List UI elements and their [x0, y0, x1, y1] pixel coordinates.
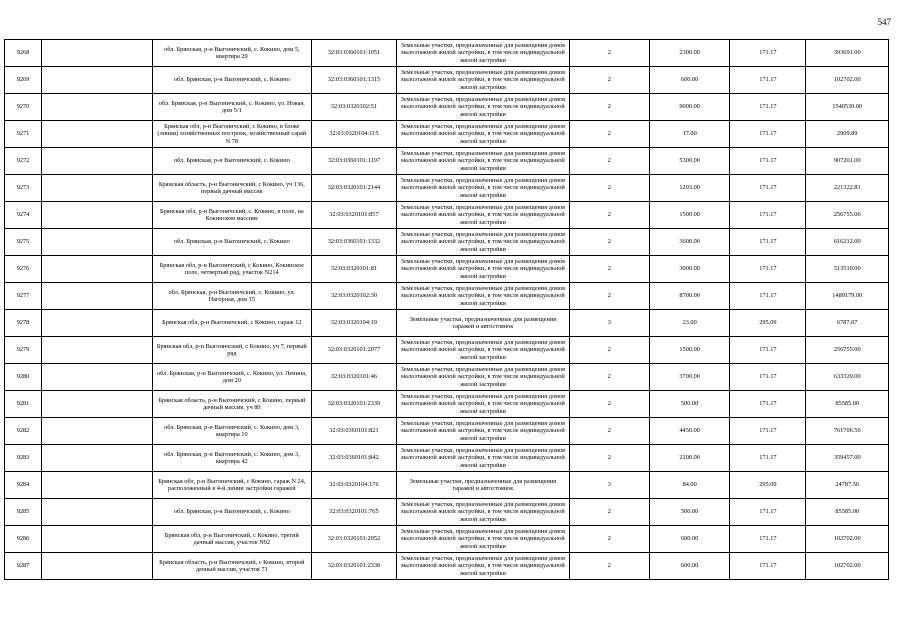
area-cell: 3000.00 [649, 256, 729, 283]
table-row [5, 553, 889, 580]
area-cell: 2300.00 [649, 40, 729, 67]
empty-cell [42, 175, 153, 202]
address-cell: обл. Брянская, р-н Выгоничский, с. Кокино [153, 67, 312, 94]
table-row [5, 310, 889, 337]
address-cell: обл. Брянская, р-н Выгоничский, с. Кокино [153, 499, 312, 526]
land-use-cell [397, 256, 569, 283]
land-use-text: Земельные участки, предназначенные для размещения домов малоэтажной жилой застройки, в том числе индивидуальной жилой застройки [400, 203, 566, 226]
land-use-text: Земельные участки, предназначенные для размещения домов малоэтажной жилой застройки, в том числе индивидуальной жилой застройки [400, 149, 566, 172]
land-use-cell [397, 499, 569, 526]
rate-cell: 171.17 [730, 499, 806, 526]
cadastral-value-cell: 616212.00 [806, 229, 889, 256]
empty-cell [42, 445, 153, 472]
area-cell: 500.00 [649, 391, 729, 418]
category-cell: 3 [569, 472, 649, 499]
category-cell: 2 [569, 553, 649, 580]
address-cell: Брянская обл, р-н Выгоничский, с Кокино, в блоке (линии) хозяйственных построек, хозяйственный сарай N 78 [153, 121, 312, 148]
cadastral-number-cell: 32:03:0320104:115 [311, 121, 397, 148]
area-cell: 3600.00 [649, 229, 729, 256]
cadastral-value-table [4, 39, 889, 580]
rate-cell: 171.17 [730, 229, 806, 256]
row-number-cell: 9277 [5, 283, 42, 310]
address-cell: обл. Брянская, р-н Выгоничский, с. Кокино, дом 3, квартира 10 [153, 418, 312, 445]
empty-cell [42, 310, 153, 337]
empty-cell [42, 499, 153, 526]
rate-cell: 171.17 [730, 121, 806, 148]
land-use-cell [397, 121, 569, 148]
empty-cell [42, 256, 153, 283]
address-cell: Брянская обл, р-н Выгоничский, с Кокино, гараж N 24, расположенный в 4-й линии застройки гаражей [153, 472, 312, 499]
table-row [5, 283, 889, 310]
cadastral-value-cell: 24787.56 [806, 472, 889, 499]
land-use-cell [397, 310, 569, 337]
category-cell: 2 [569, 391, 649, 418]
land-use-text: Земельные участки, предназначенные для размещения гаражей и автостоянок [409, 477, 557, 492]
rate-cell: 171.17 [730, 256, 806, 283]
rate-cell: 171.17 [730, 202, 806, 229]
land-use-text: Земельные участки, предназначенные для размещения домов малоэтажной жилой застройки, в том числе индивидуальной жилой застройки [400, 176, 566, 199]
cadastral-number-cell: 32:03:0320104:176 [311, 472, 397, 499]
cadastral-number-cell: 32:03:0320101:2144 [311, 175, 397, 202]
cadastral-number-cell: 32:03:0360101:821 [311, 418, 397, 445]
address-cell: обл. Брянская, р-н Выгоничский, с. Кокино [153, 229, 312, 256]
address-cell: Брянская область, р-н Выгоничский, с Кокино, первый дачный массив, уч 80 [153, 391, 312, 418]
rate-cell: 171.17 [730, 94, 806, 121]
area-cell: 1500.00 [649, 202, 729, 229]
land-use-text: Земельные участки, предназначенные для размещения домов малоэтажной жилой застройки, в том числе индивидуальной жилой застройки [400, 365, 566, 388]
row-number-cell: 9281 [5, 391, 42, 418]
area-cell: 23.00 [649, 310, 729, 337]
cadastral-value-cell: 256755.00 [806, 337, 889, 364]
land-use-text: Земельные участки, предназначенные для размещения домов малоэтажной жилой застройки, в том числе индивидуальной жилой застройки [400, 230, 566, 253]
table-row [5, 364, 889, 391]
cadastral-value-cell: 102702.00 [806, 553, 889, 580]
category-cell: 2 [569, 175, 649, 202]
cadastral-value-cell: 256755.00 [806, 202, 889, 229]
empty-cell [42, 418, 153, 445]
empty-cell [42, 337, 153, 364]
table-row [5, 337, 889, 364]
rate-cell: 171.17 [730, 67, 806, 94]
area-cell: 8700.00 [649, 283, 729, 310]
empty-cell [42, 40, 153, 67]
cadastral-value-cell: 102702.00 [806, 526, 889, 553]
category-cell: 2 [569, 202, 649, 229]
empty-cell [42, 67, 153, 94]
table-row [5, 229, 889, 256]
area-cell: 4450.00 [649, 418, 729, 445]
table-row [5, 94, 889, 121]
area-cell: 500.00 [649, 499, 729, 526]
land-use-text: Земельные участки, предназначенные для размещения домов малоэтажной жилой застройки, в том числе индивидуальной жилой застройки [400, 41, 566, 64]
category-cell: 2 [569, 121, 649, 148]
area-cell: 1500.00 [649, 337, 729, 364]
table-row [5, 418, 889, 445]
category-cell: 2 [569, 418, 649, 445]
table-row [5, 148, 889, 175]
cadastral-number-cell: 32:03:0360101:1051 [311, 40, 397, 67]
address-cell: обл. Брянская, р-н Выгоничский, с. Кокино, ул. Новая, дом 5/1 [153, 94, 312, 121]
row-number-cell: 9280 [5, 364, 42, 391]
land-use-text: Земельные участки, предназначенные для размещения домов малоэтажной жилой застройки, в том числе индивидуальной жилой застройки [400, 257, 566, 280]
table-row [5, 472, 889, 499]
category-cell: 3 [569, 310, 649, 337]
cadastral-number-cell: 32:03:0320101:2077 [311, 337, 397, 364]
row-number-cell: 9283 [5, 445, 42, 472]
cadastral-value-cell: 2909.89 [806, 121, 889, 148]
cadastral-number-cell: 32:03:0320101:857 [311, 202, 397, 229]
cadastral-number-cell: 32:03:0320102:51 [311, 94, 397, 121]
cadastral-number-cell: 32:03:0320101:2338 [311, 553, 397, 580]
area-cell: 600.00 [649, 526, 729, 553]
category-cell: 2 [569, 364, 649, 391]
rate-cell: 171.17 [730, 391, 806, 418]
rate-cell: 295.09 [730, 472, 806, 499]
rate-cell: 171.17 [730, 553, 806, 580]
land-use-cell [397, 418, 569, 445]
category-cell: 2 [569, 229, 649, 256]
land-use-text: Земельные участки, предназначенные для размещения домов малоэтажной жилой застройки, в том числе индивидуальной жилой застройки [400, 338, 566, 361]
land-use-cell [397, 472, 569, 499]
empty-cell [42, 553, 153, 580]
land-use-cell [397, 40, 569, 67]
area-cell: 3700.00 [649, 364, 729, 391]
row-number-cell: 9271 [5, 121, 42, 148]
address-cell: обл. Брянская, р-н Выгоничский, с. Кокино, ул. Нагорная, дом 15 [153, 283, 312, 310]
cadastral-value-cell: 221322.81 [806, 175, 889, 202]
category-cell: 2 [569, 148, 649, 175]
area-cell: 84.00 [649, 472, 729, 499]
empty-cell [42, 94, 153, 121]
cadastral-number-cell: 32:03:0320101:2052 [311, 526, 397, 553]
row-number-cell: 9275 [5, 229, 42, 256]
cadastral-value-cell: 6787.07 [806, 310, 889, 337]
cadastral-value-cell: 85585.00 [806, 391, 889, 418]
row-number-cell: 9272 [5, 148, 42, 175]
cadastral-number-cell: 32:03:0360101:1315 [311, 67, 397, 94]
category-cell: 2 [569, 94, 649, 121]
row-number-cell: 9287 [5, 553, 42, 580]
row-number-cell: 9278 [5, 310, 42, 337]
cadastral-value-cell: 85585.00 [806, 499, 889, 526]
empty-cell [42, 472, 153, 499]
category-cell: 2 [569, 445, 649, 472]
row-number-cell: 9279 [5, 337, 42, 364]
table-row [5, 40, 889, 67]
cadastral-number-cell: 32:03:0360101:1197 [311, 148, 397, 175]
land-use-text: Земельные участки, предназначенные для размещения домов малоэтажной жилой застройки, в том числе индивидуальной жилой застройки [400, 554, 566, 577]
category-cell: 2 [569, 283, 649, 310]
rate-cell: 171.17 [730, 40, 806, 67]
area-cell: 600.00 [649, 553, 729, 580]
cadastral-value-cell: 1540530.00 [806, 94, 889, 121]
row-number-cell: 9270 [5, 94, 42, 121]
empty-cell [42, 148, 153, 175]
row-number-cell: 9285 [5, 499, 42, 526]
rate-cell: 171.17 [730, 364, 806, 391]
row-number-cell: 9276 [5, 256, 42, 283]
cadastral-value-cell: 102702.00 [806, 67, 889, 94]
category-cell: 2 [569, 526, 649, 553]
rate-cell: 171.17 [730, 283, 806, 310]
empty-cell [42, 526, 153, 553]
cadastral-number-cell: 32:03:0360101:1332 [311, 229, 397, 256]
empty-cell [42, 229, 153, 256]
cadastral-number-cell: 32:03:0320104:19 [311, 310, 397, 337]
category-cell: 2 [569, 40, 649, 67]
area-cell: 9000.00 [649, 94, 729, 121]
cadastral-value-cell: 513510.00 [806, 256, 889, 283]
address-cell: Брянская обл, р-н Выгоничский, с Кокино, Кокинское поле, четвертый ряд, участок N214 [153, 256, 312, 283]
table-row [5, 445, 889, 472]
row-number-cell: 9273 [5, 175, 42, 202]
table-row [5, 256, 889, 283]
rate-cell: 171.17 [730, 445, 806, 472]
category-cell: 2 [569, 256, 649, 283]
empty-cell [42, 391, 153, 418]
rate-cell: 295.09 [730, 310, 806, 337]
land-use-text: Земельные участки, предназначенные для размещения домов малоэтажной жилой застройки, в том числе индивидуальной жилой застройки [400, 392, 566, 415]
table-row [5, 175, 889, 202]
rate-cell: 171.17 [730, 337, 806, 364]
category-cell: 2 [569, 337, 649, 364]
rate-cell: 171.17 [730, 175, 806, 202]
land-use-text: Земельные участки, предназначенные для размещения домов малоэтажной жилой застройки, в том числе индивидуальной жилой застройки [400, 284, 566, 307]
land-use-text: Земельные участки, предназначенные для размещения домов малоэтажной жилой застройки, в том числе индивидуальной жилой застройки [400, 95, 566, 118]
land-use-cell [397, 283, 569, 310]
address-cell: Брянская область, р-н Выгоничский, с Кокино, уч 136, первый дачный массив [153, 175, 312, 202]
land-use-text: Земельные участки, предназначенные для размещения домов малоэтажной жилой застройки, в том числе индивидуальной жилой застройки [400, 419, 566, 442]
cadastral-value-cell: 359457.00 [806, 445, 889, 472]
area-cell: 5300.00 [649, 148, 729, 175]
land-use-cell [397, 67, 569, 94]
cadastral-number-cell: 32:03:0320101:46 [311, 364, 397, 391]
land-use-cell [397, 94, 569, 121]
table-body [5, 40, 889, 580]
row-number-cell: 9269 [5, 67, 42, 94]
table-row [5, 121, 889, 148]
address-cell: Брянская обл, р-н Выгоничский, с Кокино, уч 7, первый ряд [153, 337, 312, 364]
table-row [5, 499, 889, 526]
address-cell: обл. Брянская, р-н Выгоничский, с. Кокино, дом 3, квартира 42 [153, 445, 312, 472]
land-use-cell [397, 148, 569, 175]
land-use-cell [397, 337, 569, 364]
empty-cell [42, 364, 153, 391]
table-row [5, 202, 889, 229]
table-row [5, 526, 889, 553]
empty-cell [42, 283, 153, 310]
cadastral-value-cell: 633329.00 [806, 364, 889, 391]
rate-cell: 171.17 [730, 148, 806, 175]
row-number-cell: 9286 [5, 526, 42, 553]
area-cell: 1293.00 [649, 175, 729, 202]
empty-cell [42, 202, 153, 229]
address-cell: обл. Брянская, р-н Выгоничский, с. Кокино, ул. Ленина, дом 20 [153, 364, 312, 391]
land-use-cell [397, 391, 569, 418]
land-use-text: Земельные участки, предназначенные для размещения гаражей и автостоянок [409, 315, 557, 330]
rate-cell: 171.17 [730, 526, 806, 553]
land-use-cell [397, 229, 569, 256]
cadastral-value-cell: 907201.00 [806, 148, 889, 175]
area-cell: 2100.00 [649, 445, 729, 472]
area-cell: 600.00 [649, 67, 729, 94]
row-number-cell: 9268 [5, 40, 42, 67]
area-cell: 17.00 [649, 121, 729, 148]
address-cell: Брянская обл, р-н Выгоничский, с. Кокино, в поле, на Кокинском массиве [153, 202, 312, 229]
address-cell: Брянская обл, р-н Выгоничский, с Кокино, гараж 12 [153, 310, 312, 337]
rate-cell: 171.17 [730, 418, 806, 445]
table-row [5, 391, 889, 418]
cadastral-number-cell: 32:03:0320101:2339 [311, 391, 397, 418]
category-cell: 2 [569, 67, 649, 94]
land-use-text: Земельные участки, предназначенные для размещения домов малоэтажной жилой застройки, в том числе индивидуальной жилой застройки [400, 500, 566, 523]
address-cell: Брянская обл, р-н Выгоничский, с Кокино, третий дачный массив, участок N92 [153, 526, 312, 553]
address-cell: обл. Брянская, р-н Выгоничский, с. Кокино [153, 148, 312, 175]
cadastral-value-cell: 1489179.00 [806, 283, 889, 310]
land-use-text: Земельные участки, предназначенные для размещения домов малоэтажной жилой застройки, в том числе индивидуальной жилой застройки [400, 68, 566, 91]
row-number-cell: 9282 [5, 418, 42, 445]
cadastral-value-cell: 761706.50 [806, 418, 889, 445]
row-number-cell: 9274 [5, 202, 42, 229]
table-row [5, 67, 889, 94]
row-number-cell: 9284 [5, 472, 42, 499]
address-cell: Брянская область, р-н Выгоничский, с Кокино, второй дачный массив, участок 71 [153, 553, 312, 580]
land-use-text: Земельные участки, предназначенные для размещения домов малоэтажной жилой застройки, в том числе индивидуальной жилой застройки [400, 122, 566, 145]
empty-cell [42, 121, 153, 148]
page-number: 547 [877, 17, 891, 27]
cadastral-number-cell: 32:03:0320101:81 [311, 256, 397, 283]
land-use-text: Земельные участки, предназначенные для размещения домов малоэтажной жилой застройки, в том числе индивидуальной жилой застройки [400, 527, 566, 550]
land-use-cell [397, 553, 569, 580]
cadastral-number-cell: 32:03:0360101:842 [311, 445, 397, 472]
cadastral-number-cell: 32:03:0320101:765 [311, 499, 397, 526]
land-use-cell [397, 202, 569, 229]
land-use-text: Земельные участки, предназначенные для размещения домов малоэтажной жилой застройки, в том числе индивидуальной жилой застройки [400, 446, 566, 469]
land-use-cell [397, 175, 569, 202]
land-use-cell [397, 526, 569, 553]
cadastral-number-cell: 32:03:0320102:30 [311, 283, 397, 310]
cadastral-value-cell: 393691.00 [806, 40, 889, 67]
category-cell: 2 [569, 499, 649, 526]
land-use-cell [397, 445, 569, 472]
land-use-cell [397, 364, 569, 391]
address-cell: обл. Брянская, р-н Выгоничский, с. Кокино, дом 5, квартира 29 [153, 40, 312, 67]
